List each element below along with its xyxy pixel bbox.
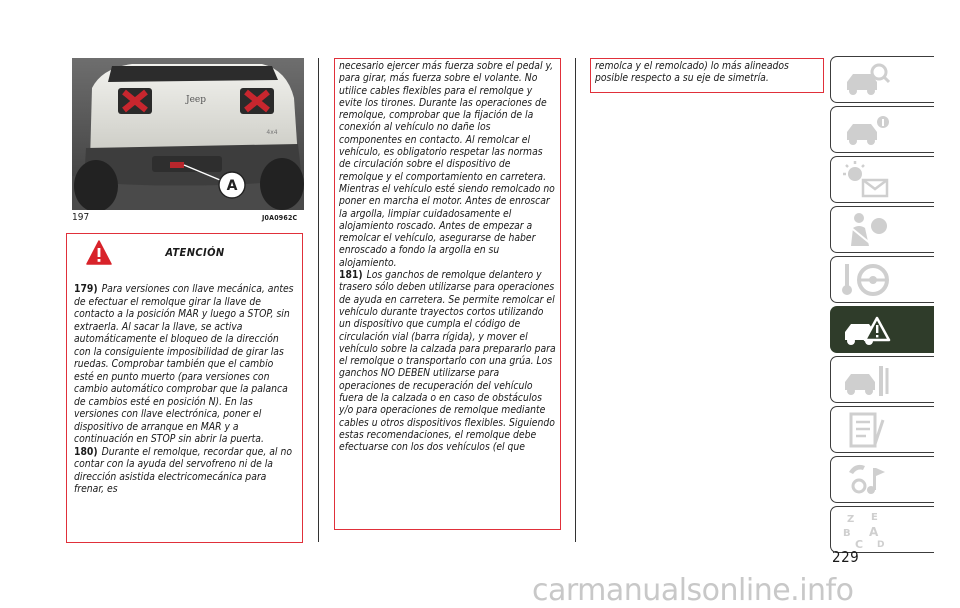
tab-warning-lights[interactable] bbox=[830, 156, 934, 203]
car-info-icon bbox=[841, 110, 891, 150]
car-search-icon bbox=[841, 60, 891, 100]
model-badge: 4x4 bbox=[266, 129, 278, 136]
index-letter: E bbox=[871, 512, 878, 523]
index-letter: C bbox=[855, 538, 864, 550]
warning-item bbox=[74, 283, 296, 446]
jeep-rear-illustration bbox=[72, 58, 304, 210]
page-number: 229 bbox=[832, 548, 860, 566]
warning-item-text: Para versiones con llave mecánica, antes de efectuar el remolque girar la llave de contacto a la posición MAR y luego a STOP, sin extraerla. Al sacar la llave, se activa automáticamente el bloqueo de la dirección con la consiguiente imposibilidad de girar las ruedas. Comprobar también que el cambio esté en punto muerto (para versiones con cambio automático comprobar que la palanca de cambios esté en posición N). En las versiones con llave electrónica, poner el dispositivo de arranque en MAR y a continuación en STOP sin abrir la puerta. bbox=[74, 283, 294, 445]
warning-item bbox=[339, 269, 556, 453]
warning-item-number: 179) bbox=[74, 283, 98, 295]
warning-item-text: Durante el remolque, recordar que, al no contar con la ayuda del servofreno ni de la dirección asistida electricomecánica para frenar, es bbox=[74, 445, 292, 495]
warning-triangle-icon bbox=[86, 240, 112, 266]
tab-starting-driving[interactable] bbox=[830, 256, 934, 303]
tab-emergency[interactable] bbox=[830, 306, 934, 353]
tab-index[interactable] bbox=[830, 506, 934, 553]
figure-code: J0A0962C bbox=[262, 214, 298, 222]
warning-item-text: Los ganchos de remolque delantero y trasero sólo deben utilizarse para operaciones de ayuda en carretera. Se permite remolcar el vehículo durante trayectos cortos utilizando un dispositivo que cumpla el código de circulación vial (barra rígida), y mover el vehículo sobre la calzada para prepararlo para el remolque o transportarlo con una grúa. Los ganchos NO DEBEN utilizarse para operaciones de recuperación del vehículo fuera de la calzada o en caso de obstáculos y/o para operaciones de remolque mediante cables u otros dispositivos flexibles. Siguiendo estas recomendaciones, el remolque debe efectuarse con los dos vehículos (el que bbox=[339, 269, 556, 454]
seatbelt-airbag-icon bbox=[841, 210, 891, 250]
index-letter: D bbox=[877, 540, 885, 550]
warning-continuation-box bbox=[334, 58, 561, 530]
warning-item bbox=[74, 446, 296, 496]
alphabetical-index-icon bbox=[841, 510, 891, 550]
warning-end-box bbox=[590, 58, 824, 93]
watermark: carmanualsonline.info bbox=[532, 573, 854, 608]
tab-technical-data[interactable] bbox=[830, 406, 934, 453]
rear-view-photo bbox=[72, 58, 304, 210]
steering-wheel-icon bbox=[841, 260, 891, 300]
warning-item-number: 180) bbox=[74, 445, 98, 458]
column-divider bbox=[575, 58, 576, 542]
index-letter: B bbox=[843, 528, 851, 539]
tab-car-info[interactable] bbox=[830, 106, 934, 153]
car-breakdown-icon bbox=[841, 310, 891, 350]
figure-number: 197 bbox=[72, 212, 90, 223]
warning-title: ATENCIÓN bbox=[165, 246, 225, 259]
jeep-badge: Jeep bbox=[185, 95, 207, 105]
tab-multimedia[interactable] bbox=[830, 456, 934, 503]
warning-item-number: 181) bbox=[339, 269, 363, 282]
paragraph: remolca y el remolcado) lo más alineados posible respecto a su eje de simetría. bbox=[595, 60, 789, 85]
tab-car-search[interactable] bbox=[830, 56, 934, 103]
technical-data-icon bbox=[841, 410, 891, 450]
paragraph: necesario ejercer más fuerza sobre el pedal y, para girar, más fuerza sobre el volante. No utilice cables flexibles para el remolque y evite los tirones. Durante las operaciones de remolque, comprobar que la fijación de la conexión al vehículo no dañe los componentes en contacto. Al remolcar el vehículo, es obligatorio respetar las normas de circulación sobre el dispositivo de remolque y el comportamiento en carretera. Mientras el vehículo esté siendo remolcado no poner en marcha el motor. Antes de enroscar la argolla, limpiar cuidadosamente el alojamiento roscado. Antes de empezar a remolcar el vehículo, asegurarse de haber enroscado a fondo la argolla en su alojamiento. bbox=[339, 60, 555, 269]
index-letter: Z bbox=[847, 514, 855, 525]
multimedia-icon bbox=[841, 460, 891, 500]
tab-safety[interactable] bbox=[830, 206, 934, 253]
warning-lights-icon bbox=[841, 160, 891, 200]
car-maintenance-icon bbox=[841, 360, 891, 400]
warning-text bbox=[74, 283, 296, 496]
callout-label: A bbox=[226, 178, 238, 194]
column-divider bbox=[318, 58, 319, 542]
tab-maintenance[interactable] bbox=[830, 356, 934, 403]
index-letter: A bbox=[869, 525, 879, 539]
